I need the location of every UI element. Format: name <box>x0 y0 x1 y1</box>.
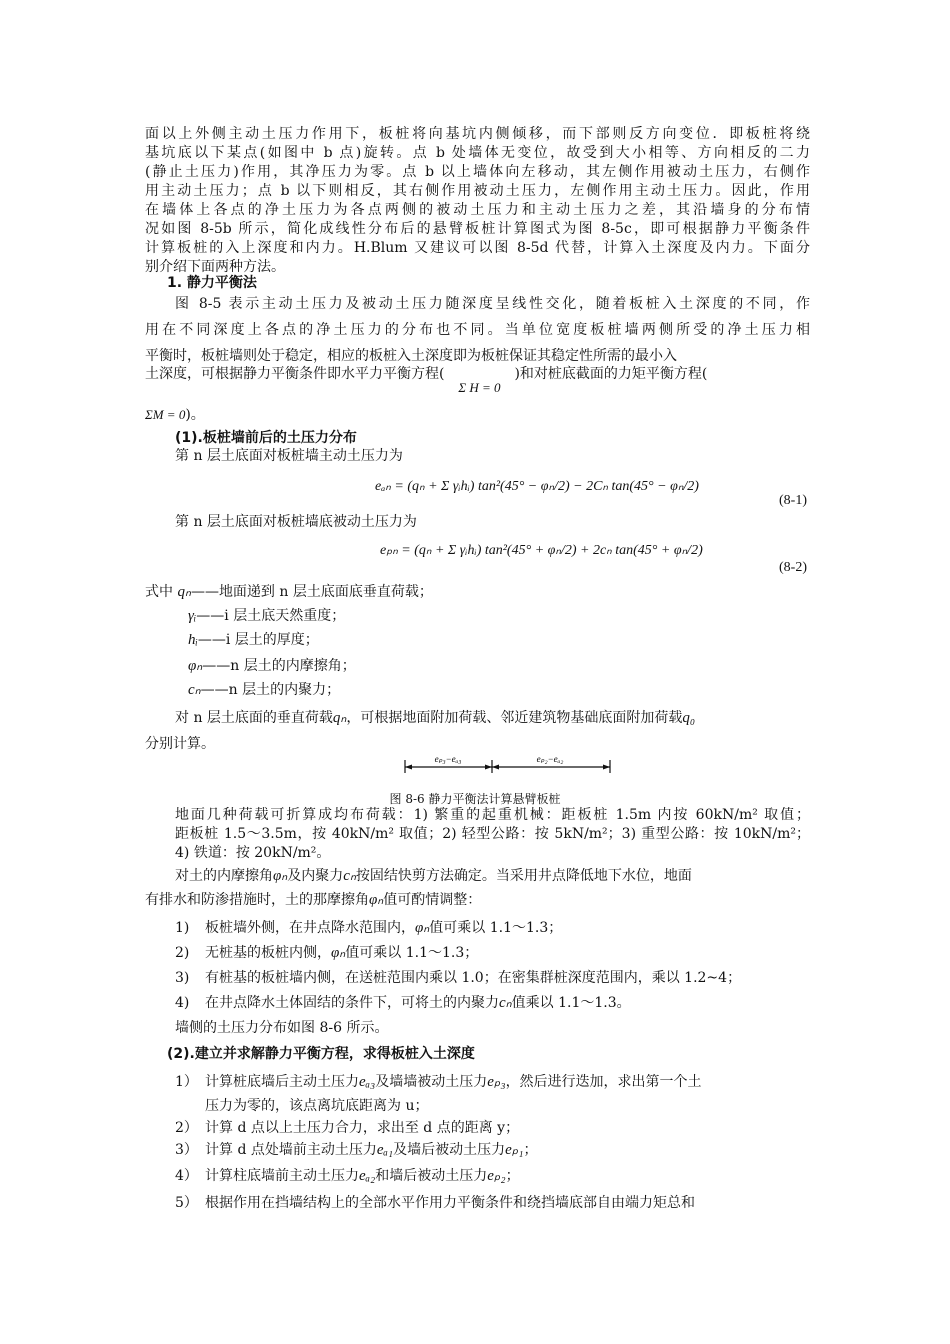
sum-m-equation: ΣM = 0 <box>145 407 186 422</box>
para5-line-1 <box>175 866 810 886</box>
arrow-right-b <box>603 765 610 770</box>
para5-d: 有排水和防渗措施时，土的那摩擦角 <box>145 892 369 908</box>
para2-line-4 <box>145 364 810 395</box>
definition-h <box>188 630 853 650</box>
symbol-ep3: eₚ₃ <box>487 1074 506 1090</box>
step-text: ； <box>523 1142 538 1158</box>
para1-line-1: 面以上外侧主动土压力作用下，板桩将向基坑内侧倾移，而下部则反方向变位．即板桩将绕 <box>145 126 810 142</box>
para1-line-7: 计算板桩的入上深度和内力。H.Blum 又建议可以图 8-5d 代替，计算入土深度及内力。下面分 <box>145 240 810 256</box>
adjust-item-1 <box>175 918 840 938</box>
list-number: 4) <box>175 995 190 1011</box>
section-heading-static-balance: 1. 静力平衡法 <box>167 275 257 291</box>
list-text: 板桩墙外侧，在井点降水范围内， <box>205 920 415 936</box>
para3-line-1 <box>175 708 810 728</box>
step-1-continued: 压力为零的，该点离坑底距离为 u； <box>205 1098 429 1114</box>
definition-text: ——i 层土底天然重度； <box>196 608 346 624</box>
definition-gamma <box>188 606 853 626</box>
para1-line-2: 基坑底以下某点(如图中 b 点)旋转。点 b 处墙体无变位，故受到大小相等、方向相反的二力 <box>145 145 810 161</box>
definition-text: ——地面递到 n 层土底面底垂直荷载； <box>190 584 433 600</box>
para1-line-6: 况如图 8-5b 所示，简化成线性分布后的悬臂板桩计算图式为图 8-5c，即可根据静力平衡条件 <box>145 221 810 237</box>
step-text: 和墙后被动土压力 <box>375 1168 488 1184</box>
step-number: 4） <box>175 1168 198 1184</box>
step-text: 根据作用在挡墙结构上的全部水平作用力平衡条件和绕挡墙底部自由端力矩总和 <box>205 1195 695 1211</box>
para2-line-5 <box>145 405 810 425</box>
step-text: 计算柱底墙前主动土压力 <box>205 1168 359 1184</box>
figure-caption: 图 8-6 静力平衡法计算悬臂板桩 <box>389 792 561 806</box>
formula-8-2: eₚₙ = (qₙ + Σ γᵢhᵢ) tan²(45° + φₙ/2) + 2cₙ tan(45° + φₙ/2) <box>380 543 703 558</box>
step-text: 计算桩底墙后主动土压力 <box>205 1074 359 1090</box>
symbol-ea3: eₐ₃ <box>359 1074 376 1090</box>
para4-line-2: 距板桩 1.5～3.5m，按 40kN/m² 取值；2) 轻型公路：按 5kN/m²；3) 重型公路：按 10kN/m²； <box>175 826 810 842</box>
list-text: 值可乘以 1.1～1.3； <box>429 920 563 936</box>
arrow-left-b <box>485 765 492 770</box>
list-text: 值乘以 1.1～1.3。 <box>511 995 631 1011</box>
definition-text: ——n 层土的内聚力； <box>200 682 341 698</box>
para5-line-2 <box>145 890 810 910</box>
symbol-qn-inline: qₙ <box>332 710 347 726</box>
para3-b: ，可根据地面附加荷载、邻近建筑物基础底面附加荷载 <box>346 710 683 726</box>
list-number: 2) <box>175 945 190 961</box>
symbol-ep1: eₚ₁ <box>505 1142 524 1158</box>
formula-8-1: eₐₙ = (qₙ + Σ γᵢhᵢ) tan²(45° − φₙ/2) − 2Cₙ tan(45° − φₙ/2) <box>375 479 699 494</box>
passive-pressure-text: 第 n 层土底面对板桩墙底被动土压力为 <box>175 514 417 530</box>
section-heading-pressure-distribution: (1).板桩墙前后的土压力分布 <box>175 430 357 446</box>
definition-text: ——n 层土的内摩擦角； <box>202 658 356 674</box>
para1-line-4: 用主动土压力；点 b 以下则相反，其右侧作用被动土压力，左侧作用主动土压力。因此，作用 <box>145 183 810 199</box>
symbol-phi: φₙ <box>415 920 430 936</box>
list-text: 无桩基的板桩内侧， <box>205 945 331 961</box>
symbol-qn: qₙ <box>177 584 191 600</box>
list-number: 1) <box>175 920 190 936</box>
step-5 <box>175 1193 840 1213</box>
step-3 <box>175 1140 840 1160</box>
equation-number-8-1: (8-1) <box>779 493 807 508</box>
para1-line-8: 别介绍下面两种方法。 <box>145 259 285 275</box>
symbol-ep2: eₚ₂ <box>487 1168 506 1184</box>
arrow-left-a <box>405 765 412 770</box>
definition-c <box>188 680 853 700</box>
symbol-gamma: γᵢ <box>188 608 197 624</box>
symbol-phi: φₙ <box>188 658 203 674</box>
para2-line-5-end: )。 <box>185 407 205 423</box>
para2-line-4-b: )和对桩底截面的力矩平衡方程( <box>514 366 708 382</box>
para5-b: 及内聚力 <box>287 868 344 884</box>
sum-h-equation: Σ H = 0 <box>458 380 501 395</box>
para4-line-3: 4) 铁道：按 20kN/m²。 <box>175 845 331 861</box>
symbol-phi-inline: φₙ <box>369 892 384 908</box>
para2-line-3: 平衡时，板桩墙则处于稳定，相应的板桩入土深度即为板桩保证其稳定性所需的最小入 <box>145 348 677 364</box>
equation-number-8-2: (8-2) <box>779 560 807 575</box>
para2-line-2: 用在不同深度上各点的净土压力的分布也不同。当单位宽度板桩墙两侧所受的净土压力相 <box>145 322 810 338</box>
definition-phi <box>188 656 853 676</box>
para3-a: 对 n 层土底面的垂直荷载 <box>175 710 333 726</box>
para5-a: 对土的内摩擦角 <box>175 868 273 884</box>
para2-line-1: 图 8-5 表示主动土压力及被动土压力随深度呈线性交化，随着板桩入土深度的不同，作 <box>175 296 810 312</box>
section-heading-solve-equations: (2).建立并求解静力平衡方程，求得板桩入土深度 <box>167 1046 475 1062</box>
step-number: 5） <box>175 1195 198 1211</box>
step-number: 3） <box>175 1142 198 1158</box>
symbol-h: hᵢ <box>188 632 198 648</box>
step-text: ，然后进行迭加，求出第一个土 <box>505 1074 702 1090</box>
symbol-phi-inline: φₙ <box>273 868 288 884</box>
step-1 <box>175 1072 840 1092</box>
step-text: 及墙墙被动土压力 <box>375 1074 488 1090</box>
symbol-c: cₙ <box>499 995 512 1011</box>
arrow-right-a <box>492 765 499 770</box>
figure-8-6-fragment <box>400 752 615 774</box>
step-number: 2） <box>175 1120 198 1136</box>
para3-line-2: 分别计算。 <box>145 736 215 752</box>
symbol-c: cₙ <box>188 682 201 698</box>
adjust-item-4 <box>175 993 840 1013</box>
step-text: 计算 d 点处墙前主动土压力 <box>205 1142 377 1158</box>
dimension-label-1: eₚ₃−eₐ₃ <box>434 754 462 764</box>
adjust-item-3 <box>175 968 840 988</box>
para5-c: 按固结快剪方法确定。当采用井点降低地下水位，地面 <box>355 868 692 884</box>
list-text: 值可乘以 1.1～1.3； <box>345 945 479 961</box>
para4-line-1: 地面几种荷载可折算成均布荷载：1) 繁重的起重机械：距板桩 1.5m 内按 60kN/m² 取值； <box>175 807 810 823</box>
step-text: 计算 d 点以上土压力合力，求出至 d 点的距离 y； <box>205 1120 520 1136</box>
step-text: ； <box>505 1168 520 1184</box>
active-pressure-text: 第 n 层土底面对板桩墙主动土压力为 <box>175 448 403 464</box>
symbol-q0: q₀ <box>682 710 696 726</box>
step-number: 1） <box>175 1074 198 1090</box>
step-text: 及墙后被动土压力 <box>393 1142 506 1158</box>
list-text: 有桩基的板桩墙内侧，在送桩范围内乘以 1.0；在密集群桩深度范围内，乘以 1.2~4； <box>205 970 742 986</box>
para6: 墙侧的土压力分布如图 8-6 所示。 <box>175 1020 389 1036</box>
symbol-c-inline: cₙ <box>343 868 356 884</box>
symbol-ea1: eₐ₁ <box>376 1142 394 1158</box>
step-4 <box>175 1166 840 1186</box>
para2-line-4-a: 土深度，可根据静力平衡条件即水平力平衡方程( <box>145 366 445 382</box>
adjust-item-2 <box>175 943 840 963</box>
symbol-ea2: eₐ₂ <box>359 1168 376 1184</box>
step-2 <box>175 1118 840 1138</box>
list-number: 3) <box>175 970 190 986</box>
definition-prefix: 式中 <box>145 584 173 600</box>
list-text: 在井点降水土体固结的条件下，可将土的内聚力 <box>205 995 499 1011</box>
para5-e: 值可酌情调整： <box>383 892 482 908</box>
dimension-label-2: eₚ₂−eₐ₂ <box>536 754 564 764</box>
symbol-phi: φₙ <box>331 945 346 961</box>
definition-qn <box>145 582 810 602</box>
para1-line-3: (静止土压力)作用，其净压力为零。点 b 以上墙体向左移动，其左侧作用被动土压力，右侧作 <box>145 164 810 180</box>
definition-text: ——i 层土的厚度； <box>197 632 319 648</box>
para1-line-5: 在墙体上各点的净土压力为各点两侧的被动土压力和主动土压力之差，其沿墙身的分布情 <box>145 202 810 218</box>
